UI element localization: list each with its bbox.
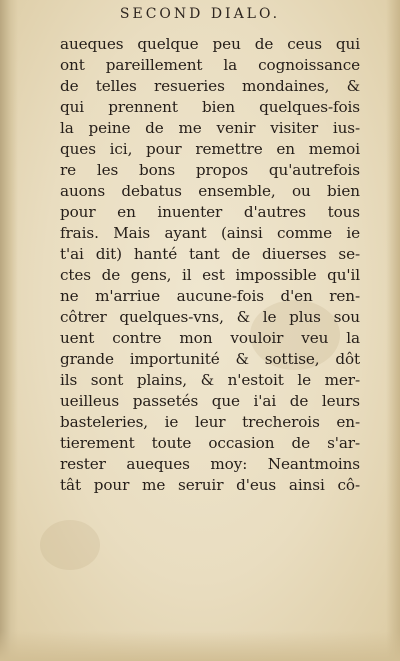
body-text xyxy=(60,34,360,496)
text-line: ctes de gens, il est impossible qu'il xyxy=(60,266,360,284)
text-line: uent contre mon vouloir veu la xyxy=(60,329,360,347)
text-line: tât pour me seruir d'eus ainsi cô- xyxy=(60,476,360,494)
text-line: grande importunité & sottise, dôt xyxy=(60,350,360,368)
page-edge-bottom xyxy=(0,631,400,661)
text-line: la peine de me venir visiter ius- xyxy=(60,119,360,137)
text-line: de telles resueries mondaines, & xyxy=(60,77,360,95)
text-line: ils sont plains, & n'estoit le mer- xyxy=(60,371,360,389)
text-line: qui prennent bien quelques-fois xyxy=(60,98,360,116)
text-line: rester aueques moy: Neantmoins xyxy=(60,455,360,473)
text-line: côtrer quelques-vns, & le plus sou xyxy=(60,308,360,326)
text-line: ont pareillement la cognoissance xyxy=(60,56,360,74)
text-line: pour en inuenter d'autres tous xyxy=(60,203,360,221)
text-line: t'ai dit) hanté tant de diuerses se- xyxy=(60,245,360,263)
paper-stain xyxy=(40,520,100,570)
text-line: tierement toute occasion de s'ar- xyxy=(60,434,360,452)
text-line: re les bons propos qu'autrefois xyxy=(60,161,360,179)
text-line: aueques quelque peu de ceus qui xyxy=(60,35,360,53)
text-line: ne m'arriue aucune-fois d'en ren- xyxy=(60,287,360,305)
text-line: auons debatus ensemble, ou bien xyxy=(60,182,360,200)
text-line: ques ici, pour remettre en memoi xyxy=(60,140,360,158)
page-edge-right xyxy=(386,0,400,661)
binding-gutter xyxy=(0,0,18,661)
text-line: basteleries, ie leur trecherois en- xyxy=(60,413,360,431)
text-line: ueilleus passetés que i'ai de leurs xyxy=(60,392,360,410)
running-head: SECOND DIALO. xyxy=(119,6,281,22)
text-line: frais. Mais ayant (ainsi comme ie xyxy=(60,224,360,242)
